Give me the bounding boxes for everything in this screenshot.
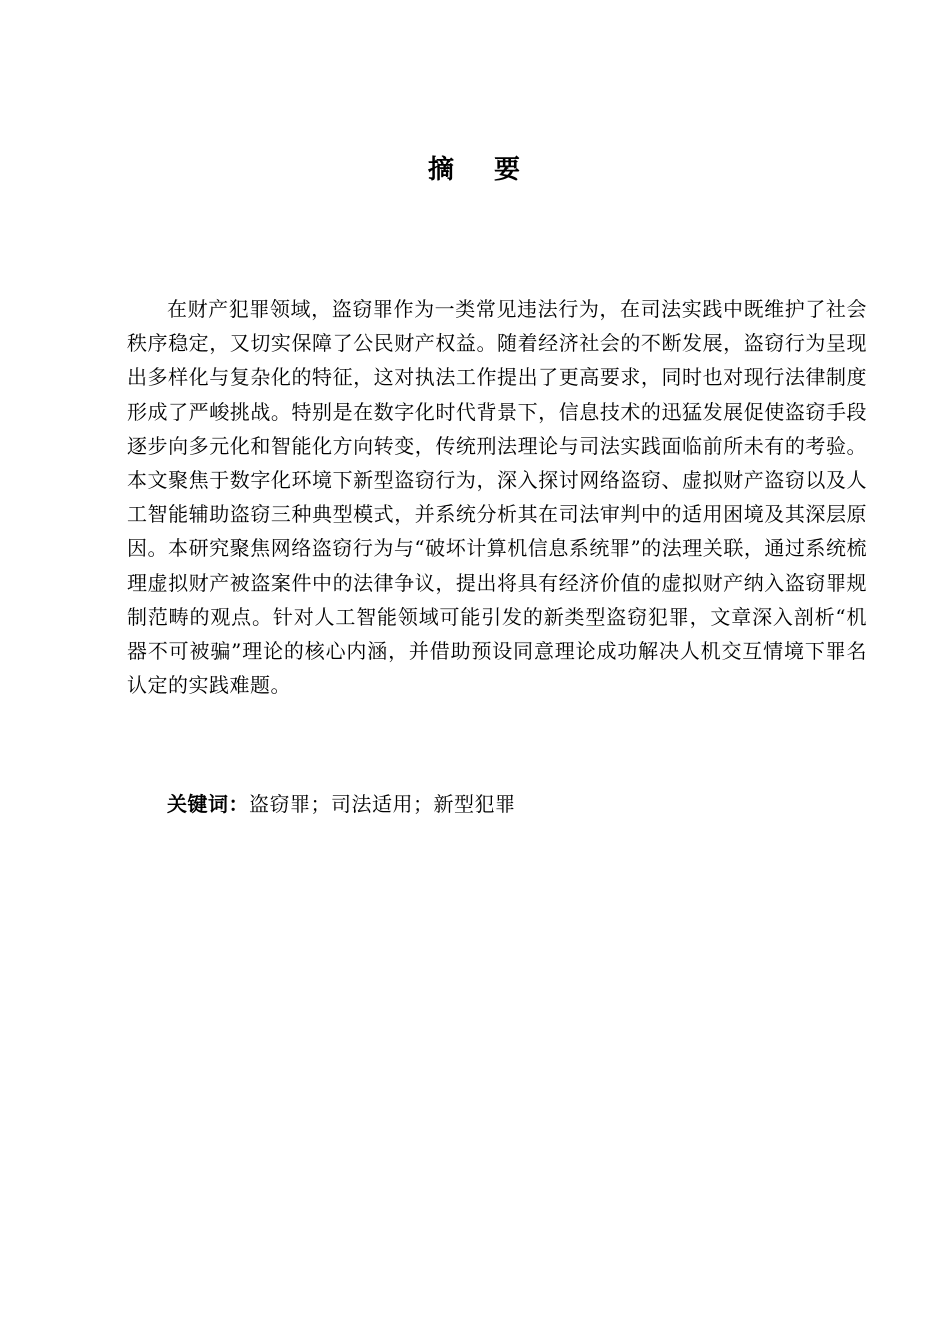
page-title	[0, 148, 950, 192]
abstract-paragraph: 在财产犯罪领域，盗窃罪作为一类常见违法行为，在司法实践中既维护了社会秩序稳定，又切实保障了公民财产权益。随着经济社会的不断发展，盗窃行为呈现出多样化与复杂化的特征，这对执法工作提出了更高要求，同时也对现行法律制度形成了严峻挑战。特别是在数字化时代背景下，信息技术的迅猛发展促使盗窃手段逐步向多元化和智能化方向转变，传统刑法理论与司法实践面临前所未有的考验。本文聚焦于数字化环境下新型盗窃行为，深入探讨网络盗窃、虚拟财产盗窃以及人工智能辅助盗窃三种典型模式，并系统分析其在司法审判中的适用困境及其深层原因。本研究聚焦网络盗窃行为与“破坏计算机信息系统罪”的法理关联，通过系统梳理虚拟财产被盗案件中的法律争议，提出将具有经济价值的虚拟财产纳入盗窃罪规制范畴的观点。针对人工智能领域可能引发的新类型盗窃犯罪，文章深入剖析“机器不可被骗”理论的核心内涵，并借助预设同意理论成功解决人机交互情境下罪名认定的实践难题。	[127, 297, 867, 698]
keywords-line	[127, 787, 867, 821]
keywords-text: 盗窃罪；司法适用；新型犯罪	[249, 792, 516, 816]
keywords-label: 关键词：	[167, 792, 249, 816]
title-char-2: 要	[494, 155, 523, 185]
title-char-1: 摘	[427, 155, 456, 185]
